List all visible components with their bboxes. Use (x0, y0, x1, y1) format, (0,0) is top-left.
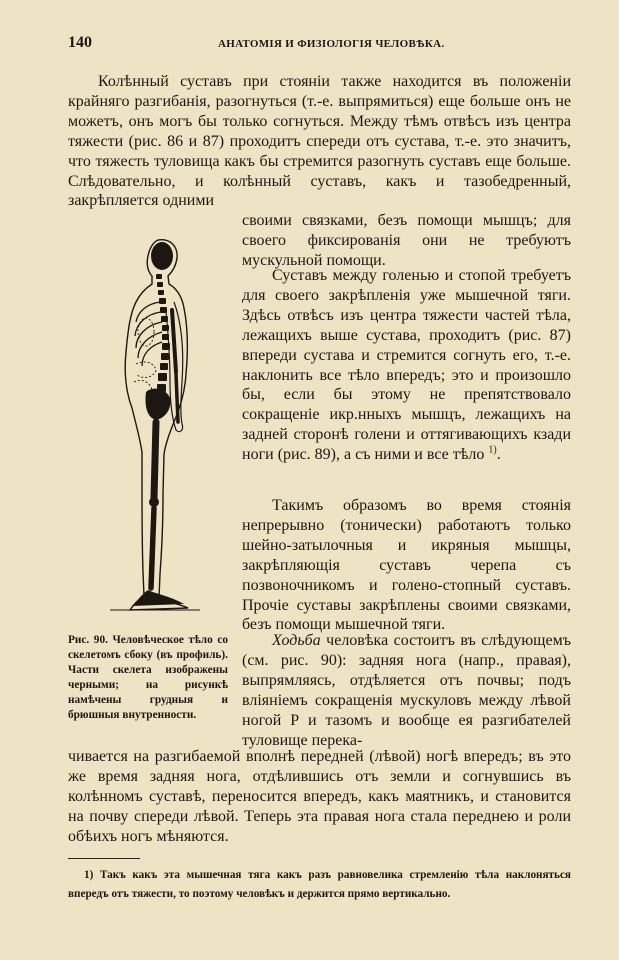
page-number: 140 (68, 34, 92, 51)
human-skeleton-profile-icon (70, 232, 234, 622)
footnote: 1) Такъ какъ эта мышечная тяга какъ разъ равновелика стремленію тѣла наклоняться впередъ отъ тяжести, то поэтому человѣкъ и держится прямо вертикально. (68, 869, 571, 900)
paragraph-walking-text: человѣка состоитъ въ слѣдующемъ (см. рис. 90): задняя нога (напр., правая), выпрямляясь, отдѣляется отъ почвы; подъ вліяніемъ сокращенія мускуловъ между лѣвой ногой Р и тазомъ и вообще ея разгибателей туловище перека- (242, 632, 571, 749)
paragraph-ankle-joint: Суставъ между голенью и стопой требуетъ для своего закрѣпленія уже мышечной тяги. Здѣсь отвѣсъ изъ центра тяжести частей тѣла, лежащихъ выше сустава, проходитъ (рис. 87) впереди сустава и стремится согнуть его, т.-е. наклонить все тѣло впередъ; это и произошло бы, если бы этому не препятствовало сокращеніе икр.нныхъ мышцъ, лежащихъ на задней сторонѣ голени и оттягивающихъ кзади ноги (рис. 89), а съ ними и все тѣло $^{1)}$. (242, 267, 571, 464)
figure-90 (70, 232, 234, 622)
walking-term: Ходьба (272, 632, 321, 649)
paragraph-knee-joint: Колѣнный суставъ при стояніи также находится въ положеніи крайняго разгибанія, разогнуться (т.-е. выпрямиться) еще больше онъ не можетъ, онъ могъ бы только согнуться. Между тѣмъ отвѣсъ изъ центра тяжести (рис. 86 и 87) проходитъ спереди отъ сустава, т.-е. это значитъ, что тяжесть туловища какъ бы стремится разогнуть суставъ еще больше. Слѣдовательно, и колѣнный суставъ, какъ и тазобедренный, закрѣпляется одними (68, 73, 571, 210)
paragraph-standing-muscles: Такимъ образомъ во время стоянія непрерывно (тонически) работаютъ только шейно-затылочныя и икряныя мышцы, закрѣпляющія суставъ черепа съ позвоночникомъ и голено-стопный суставъ. Прочіе суставы закрѣплены своими связками, безъ помощи мышечной тяги. (242, 497, 571, 634)
running-title: АНАТОМІЯ И ФИЗІОЛОГІЯ ЧЕЛОВѢКА. (218, 38, 445, 50)
page-header (68, 34, 568, 54)
paragraph-ankle-text: Суставъ между голенью и стопой требуетъ для своего закрѣпленія уже мышечной тяги. Здѣсь отвѣсъ изъ центра тяжести частей тѣла, лежащихъ выше сустава, проходитъ (рис. 87) впереди сустава и стремится согнуть его, т.-е. наклонить все тѣло впередъ; это и произошло бы, если бы этому не препятствовало сокращеніе икр.нныхъ мышцъ, лежащихъ на задней сторонѣ голени и оттягивающихъ кзади ноги (рис. 89), а съ ними и все тѣло (242, 267, 571, 464)
footnote-divider (68, 858, 140, 859)
paragraph-walking (242, 631, 571, 750)
paragraph-knee-joint-continued: своими связками, безъ помощи мышцъ; для своего фиксированія они не требуютъ мускульной помощи. (242, 212, 571, 269)
figure-caption: Рис. 90. Человѣческое тѣло со скелетомъ сбоку (въ профиль). Части скелета изображены черными; на рисункѣ намѣчены грудныя и брюшныя внутренности. (68, 634, 228, 721)
paragraph-walking-continued: чивается на разгибаемой вполнѣ передней (лѣвой) ногѣ впередъ; въ это же время задняя нога, отдѣлившись отъ земли и согнувшись въ колѣнномъ суставѣ, переносится впередъ, какъ маятникъ, и становится на почву спереди лѣвой. Теперь эта правая нога стала переднею и роли обѣихъ ногъ мѣняются. (68, 748, 571, 845)
footnote-marker[interactable]: 1) (488, 444, 497, 456)
